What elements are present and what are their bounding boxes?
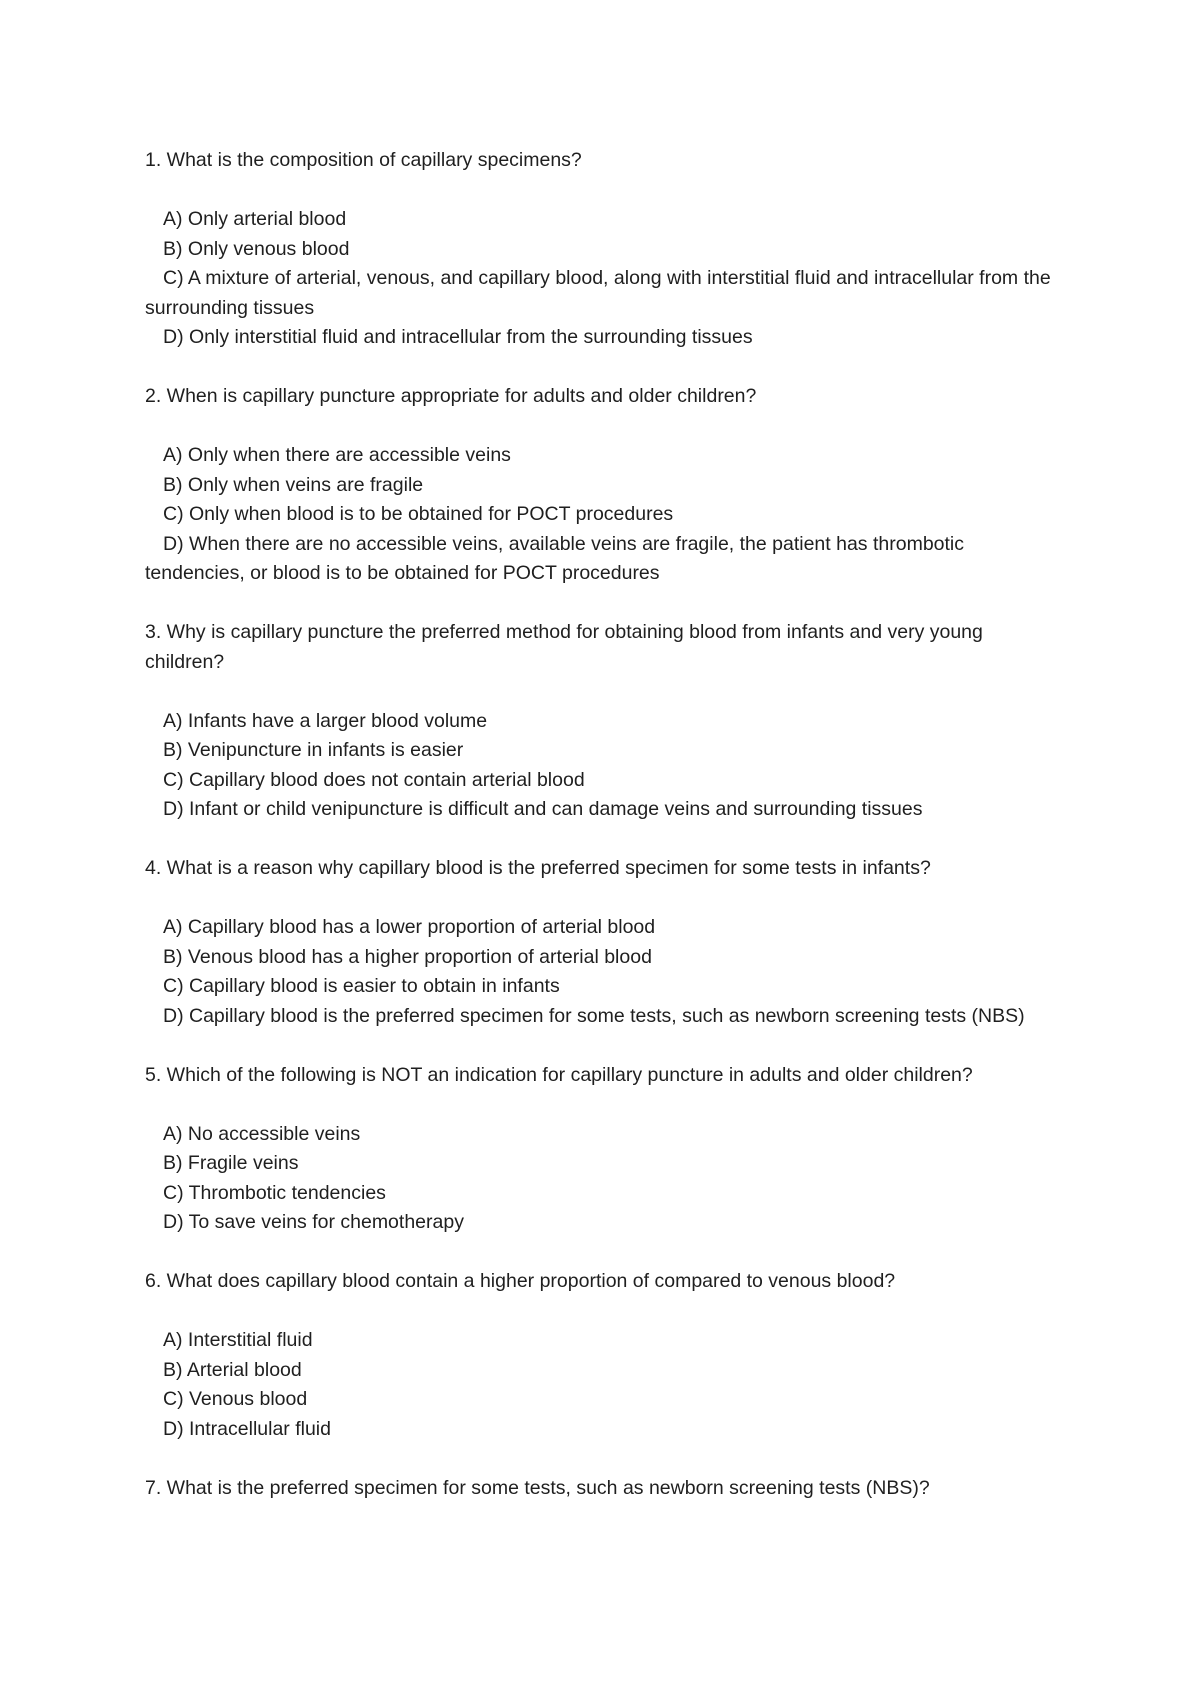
quiz-content [145, 146, 1065, 1533]
option-d: D) To save veins for chemotherapy [163, 1211, 464, 1233]
option-list [145, 205, 1065, 353]
option-d: D) Capillary blood is the preferred specimen for some tests, such as newborn screening tests (NBS) [163, 1004, 1025, 1027]
question-block-7 [145, 1474, 1065, 1504]
option-a: A) Only when there are accessible veins [163, 444, 511, 466]
option-b: B) Arterial blood [163, 1358, 302, 1381]
question-block-1 [145, 146, 1065, 353]
option-b: B) Venipuncture in infants is easier [163, 739, 464, 761]
option-a: A) Only arterial blood [163, 208, 347, 230]
option-c: C) Thrombotic tendencies [163, 1181, 386, 1204]
question-block-6 [145, 1267, 1065, 1444]
question-text: 2. When is capillary puncture appropriate for adults and older children? [145, 385, 757, 407]
question-block-5 [145, 1061, 1065, 1238]
option-b: B) Only venous blood [163, 237, 350, 260]
option-b: B) Fragile veins [163, 1152, 299, 1174]
option-list [145, 1120, 1065, 1238]
option-d: D) When there are no accessible veins, available veins are fragile, the patient has thrombotic tendencies, or blood is to be obtained for POCT procedures [145, 532, 965, 584]
option-c: C) Capillary blood does not contain arterial blood [163, 768, 585, 791]
option-a: A) No accessible veins [163, 1122, 361, 1145]
question-text: 5. Which of the following is NOT an indication for capillary puncture in adults and older children? [145, 1063, 973, 1086]
option-c: C) A mixture of arterial, venous, and capillary blood, along with interstitial fluid and intracellular from the surrounding tissues [145, 267, 1051, 319]
option-list [145, 913, 1065, 1031]
question-block-3 [145, 618, 1065, 825]
option-b: B) Only when veins are fragile [163, 473, 424, 496]
question-block-4 [145, 854, 1065, 1031]
option-list [145, 707, 1065, 825]
option-list [145, 441, 1065, 589]
option-c: C) Capillary blood is easier to obtain in infants [163, 975, 560, 997]
question-text: 7. What is the preferred specimen for some tests, such as newborn screening tests (NBS)? [145, 1476, 930, 1499]
option-d: D) Intracellular fluid [163, 1417, 331, 1440]
option-c: C) Only when blood is to be obtained for POCT procedures [163, 503, 674, 525]
option-c: C) Venous blood [163, 1388, 308, 1410]
option-a: A) Infants have a larger blood volume [163, 709, 488, 732]
option-a: A) Capillary blood has a lower proportion of arterial blood [163, 916, 656, 938]
option-a: A) Interstitial fluid [163, 1329, 313, 1351]
question-text: 6. What does capillary blood contain a higher proportion of compared to venous blood? [145, 1270, 896, 1292]
question-text: 1. What is the composition of capillary specimens? [145, 149, 582, 171]
option-b: B) Venous blood has a higher proportion of arterial blood [163, 945, 652, 968]
question-text: 4. What is a reason why capillary blood is the preferred specimen for some tests in infants? [145, 857, 931, 879]
option-d: D) Infant or child venipuncture is difficult and can damage veins and surrounding tissues [163, 798, 923, 820]
question-text: 3. Why is capillary puncture the preferred method for obtaining blood from infants and very young children? [145, 621, 983, 673]
option-d: D) Only interstitial fluid and intracellular from the surrounding tissues [163, 326, 753, 348]
question-block-2 [145, 382, 1065, 589]
option-list [145, 1326, 1065, 1444]
